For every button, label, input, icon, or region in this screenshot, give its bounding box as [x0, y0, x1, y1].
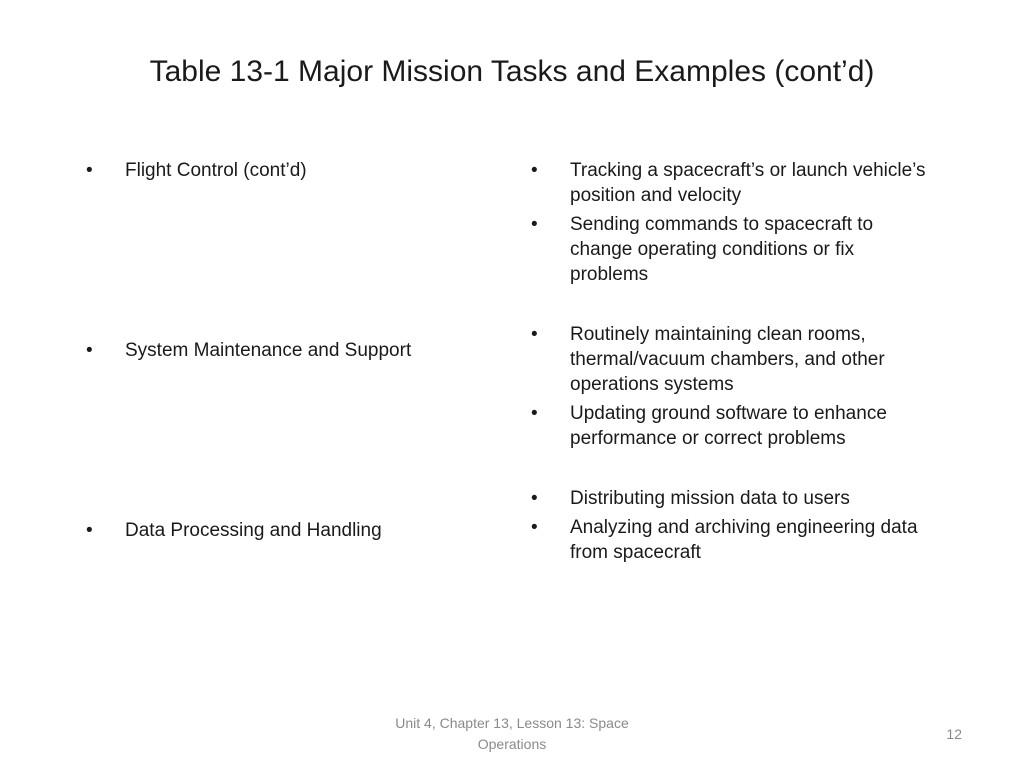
- left-bullet-system-maintenance: [86, 338, 486, 363]
- right-bullet-sending-commands: [531, 212, 931, 287]
- bullet-icon: •: [531, 517, 538, 538]
- page-number: 12: [946, 726, 962, 742]
- slide-title: Table 13-1 Major Mission Tasks and Examples (cont’d): [149, 55, 875, 88]
- left-bullet-text: Flight Control (cont’d): [125, 160, 307, 181]
- right-bullet-maintaining-clean-rooms: [531, 322, 931, 397]
- left-bullet-text: Data Processing and Handling: [125, 520, 382, 541]
- bullet-icon: •: [86, 340, 93, 361]
- right-bullet-distributing-data: [531, 486, 931, 511]
- right-bullet-tracking: [531, 158, 931, 208]
- right-bullet-updating-software: [531, 401, 931, 451]
- bullet-icon: •: [531, 403, 538, 424]
- right-bullet-analyzing-archiving: [531, 515, 931, 565]
- bullet-icon: •: [86, 520, 93, 541]
- bullet-icon: •: [86, 160, 93, 181]
- bullet-icon: •: [531, 160, 538, 181]
- bullet-icon: •: [531, 214, 538, 235]
- right-bullet-text: Distributing mission data to users: [570, 488, 850, 509]
- right-bullet-text: Routinely maintaining clean rooms, thermal/vacuum chambers, and other operations systems: [570, 324, 885, 395]
- right-bullet-text: Analyzing and archiving engineering data from spacecraft: [570, 517, 918, 563]
- left-bullet-text: System Maintenance and Support: [125, 340, 412, 361]
- right-bullet-text: Tracking a spacecraft’s or launch vehicle’s position and velocity: [570, 160, 926, 206]
- footer-lesson-label: Unit 4, Chapter 13, Lesson 13: Space Operations: [395, 715, 629, 752]
- bullet-icon: •: [531, 324, 538, 345]
- right-bullet-text: Updating ground software to enhance performance or correct problems: [570, 403, 887, 449]
- left-bullet-flight-control: [86, 158, 486, 183]
- right-bullet-text: Sending commands to spacecraft to change operating conditions or fix problems: [570, 214, 874, 285]
- left-bullet-data-processing: [86, 518, 486, 543]
- bullet-icon: •: [531, 488, 538, 509]
